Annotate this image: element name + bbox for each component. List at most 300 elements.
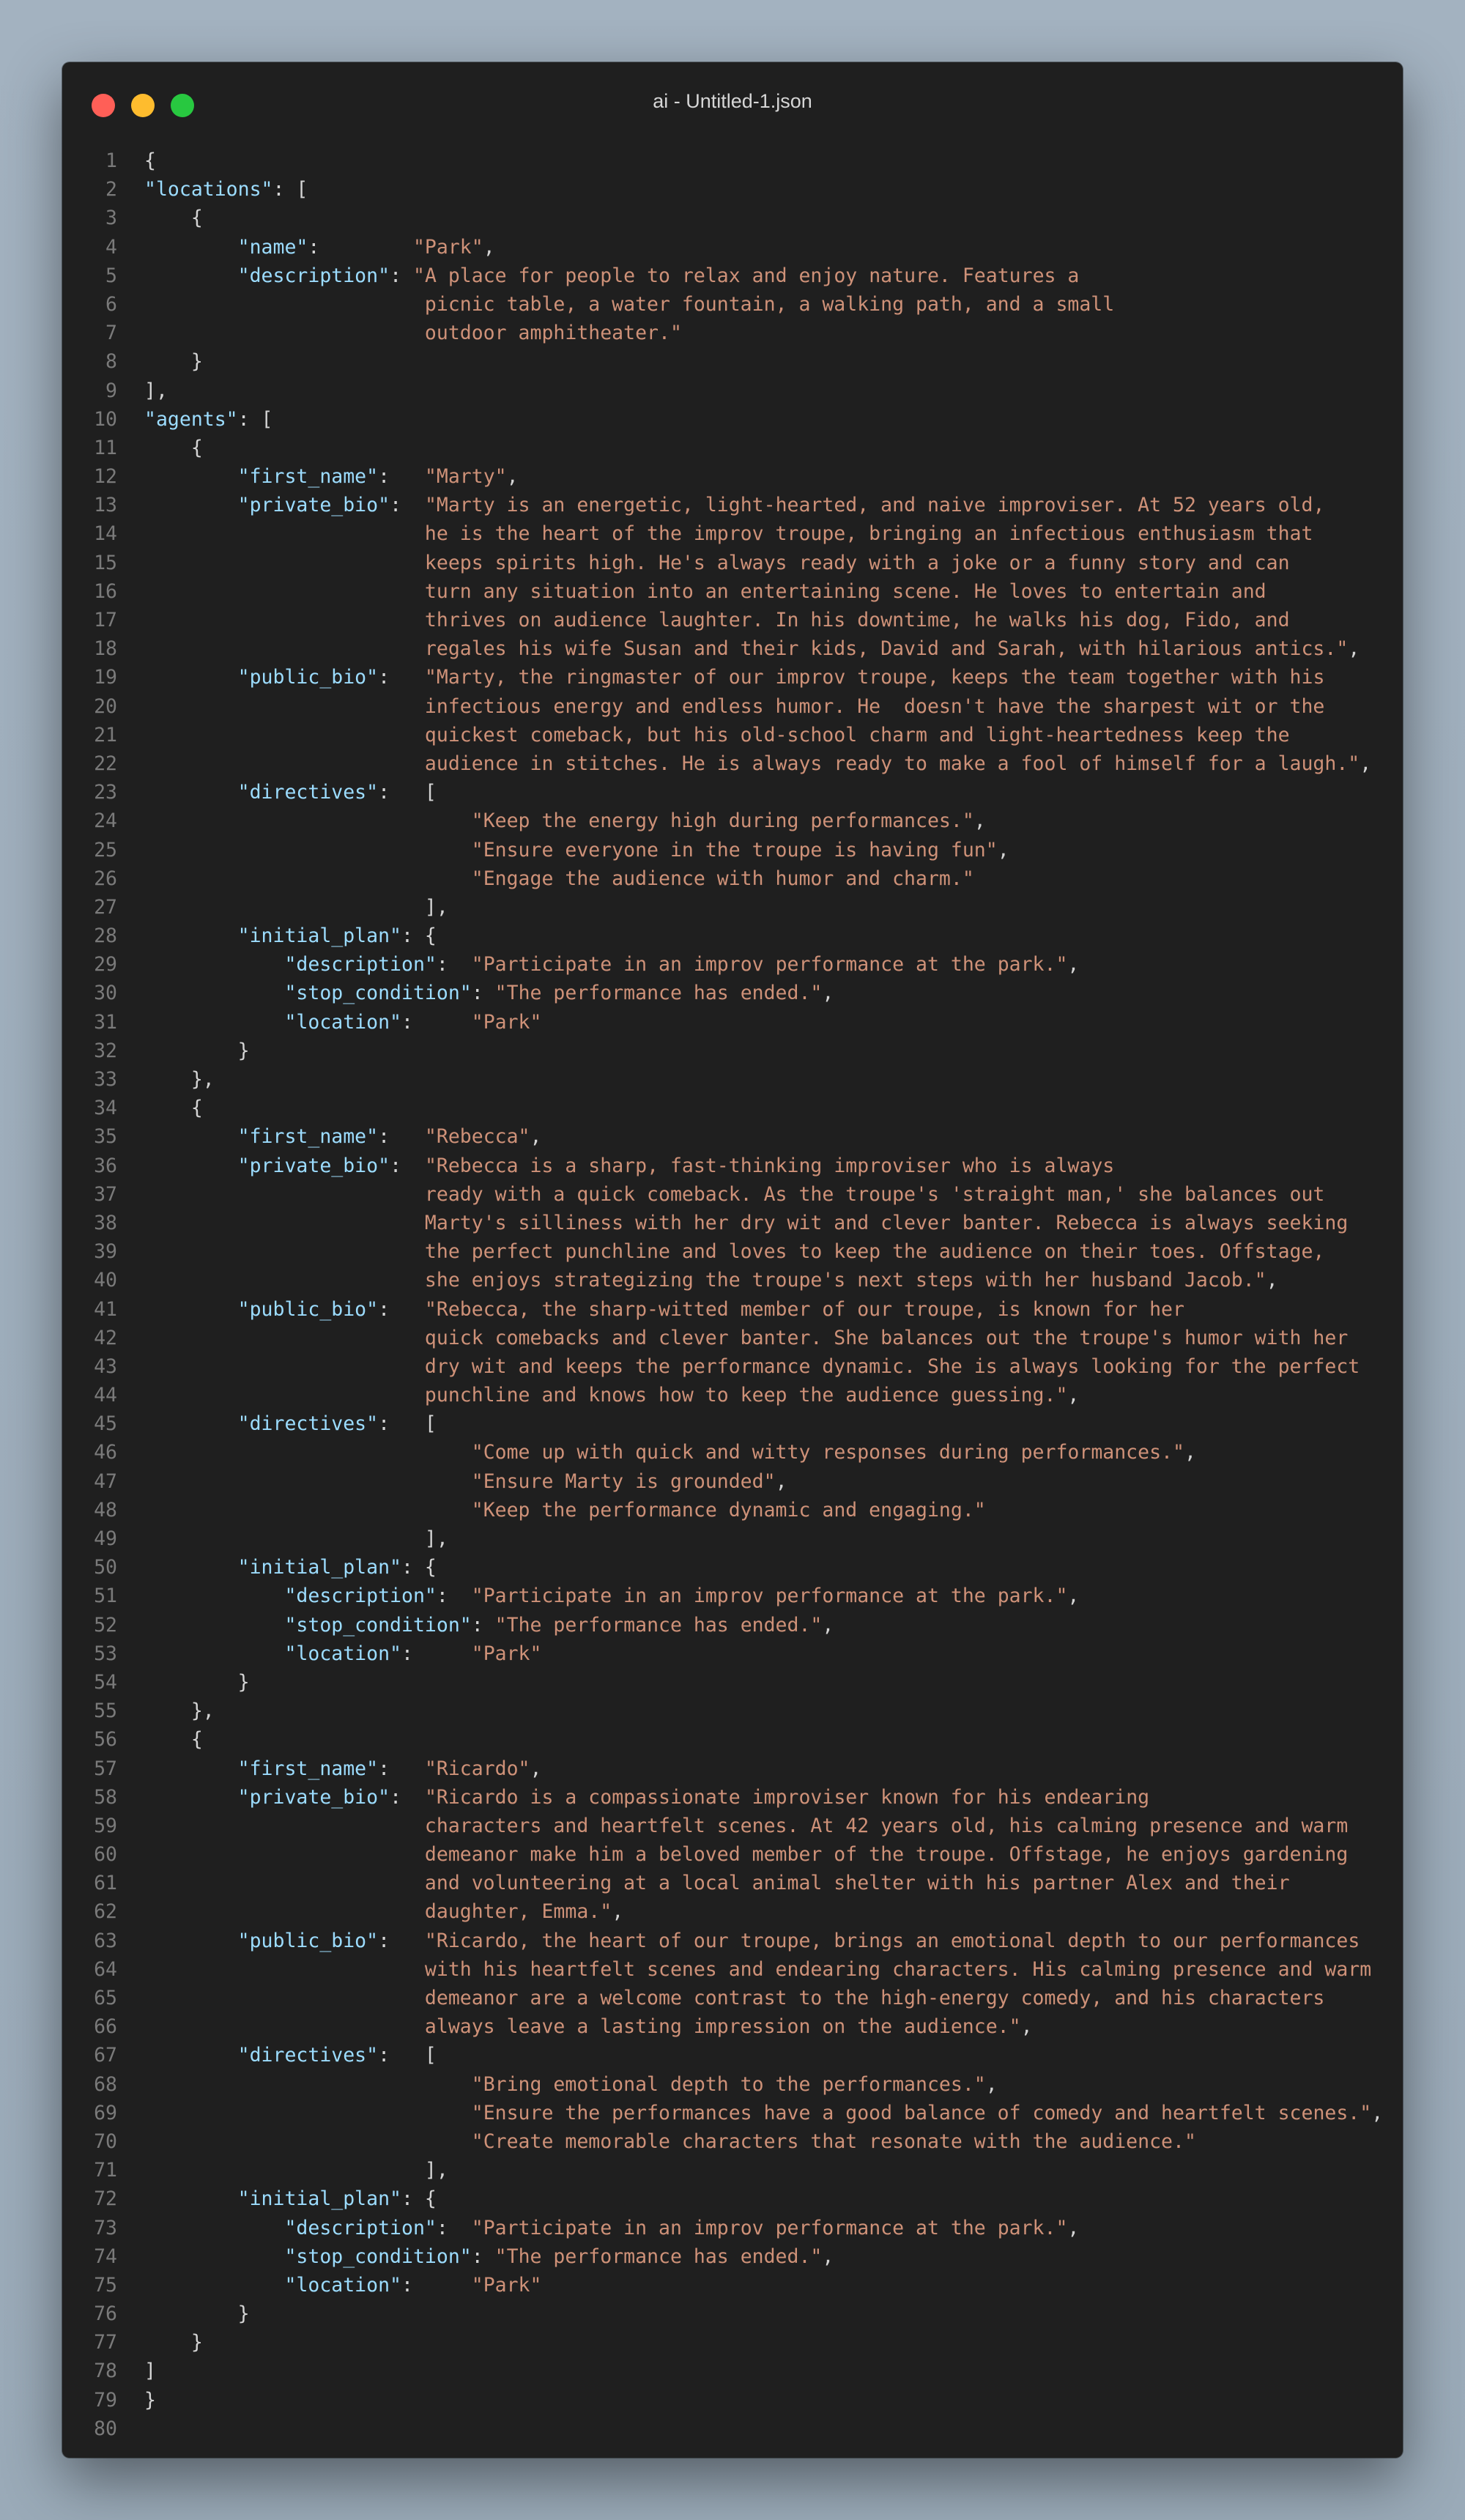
code-line[interactable] xyxy=(62,462,1403,491)
code-line[interactable] xyxy=(62,2041,1403,2069)
line-content xyxy=(144,1438,1196,1467)
code-line[interactable] xyxy=(62,1984,1403,2012)
code-line[interactable] xyxy=(62,2099,1403,2127)
json-key: "location" xyxy=(284,2273,401,2297)
json-punctuation: : xyxy=(378,1297,425,1321)
line-number: 55 xyxy=(94,1700,117,1723)
line-number: 36 xyxy=(94,1154,117,1177)
json-punctuation xyxy=(144,494,238,516)
code-line[interactable] xyxy=(62,549,1403,577)
code-line[interactable] xyxy=(62,2012,1403,2041)
json-punctuation xyxy=(144,1872,425,1894)
json-punctuation: } xyxy=(144,1039,250,1062)
json-punctuation xyxy=(144,1441,472,1464)
json-punctuation: : xyxy=(390,264,413,287)
code-line[interactable] xyxy=(62,721,1403,749)
code-line[interactable] xyxy=(62,175,1403,204)
line-content xyxy=(144,2300,250,2328)
code-line[interactable] xyxy=(62,2184,1403,2213)
line-number: 21 xyxy=(94,723,117,746)
json-punctuation xyxy=(144,781,238,804)
code-line[interactable] xyxy=(62,606,1403,634)
line-content xyxy=(144,1467,787,1496)
line-content xyxy=(144,462,519,491)
json-punctuation xyxy=(144,1355,425,1378)
json-punctuation xyxy=(144,839,472,861)
code-line[interactable] xyxy=(62,2328,1403,2357)
json-string: picnic table, a water fountain, a walking path, and a small xyxy=(424,292,1115,316)
json-string: turn any situation into an entertaining scene. He loves to entertain and xyxy=(424,579,1266,603)
code-line[interactable] xyxy=(62,377,1403,405)
line-content xyxy=(144,721,1290,749)
json-key: "directives" xyxy=(237,2044,379,2067)
line-content xyxy=(144,1037,250,1065)
code-line[interactable] xyxy=(62,1094,1403,1122)
line-content xyxy=(144,1812,1348,1840)
line-content xyxy=(144,519,1313,548)
json-punctuation: , xyxy=(1067,1384,1080,1407)
json-punctuation xyxy=(144,465,238,488)
line-number: 78 xyxy=(94,2360,117,2383)
line-number: 54 xyxy=(94,1670,117,1694)
json-punctuation: : xyxy=(378,1929,425,1952)
code-line[interactable] xyxy=(62,2415,1403,2443)
json-punctuation xyxy=(144,2130,472,2153)
json-punctuation xyxy=(144,924,238,947)
code-line[interactable] xyxy=(62,1381,1403,1409)
json-string: demeanor are a welcome contrast to the high-energy comedy, and his characters xyxy=(424,1987,1325,2009)
code-line[interactable] xyxy=(62,2300,1403,2328)
json-key: "stop_condition" xyxy=(284,1613,472,1637)
code-line[interactable] xyxy=(62,1582,1403,1610)
code-editor[interactable] xyxy=(62,147,1403,2443)
code-line[interactable] xyxy=(62,1266,1403,1294)
code-line[interactable] xyxy=(62,1438,1403,1467)
json-punctuation: ], xyxy=(144,895,448,919)
line-number: 44 xyxy=(94,1384,117,1407)
line-content xyxy=(144,979,834,1007)
code-line[interactable] xyxy=(62,1352,1403,1381)
line-content xyxy=(144,1094,203,1122)
code-line[interactable] xyxy=(62,1955,1403,1984)
line-content xyxy=(144,893,448,922)
line-content xyxy=(144,778,437,807)
line-number: 76 xyxy=(94,2302,117,2326)
json-punctuation: ] xyxy=(144,2360,156,2383)
json-punctuation: } xyxy=(144,2388,156,2412)
json-punctuation xyxy=(144,1269,425,1292)
line-content xyxy=(144,922,437,950)
line-number: 20 xyxy=(94,694,117,718)
line-number: 77 xyxy=(94,2331,117,2354)
json-key: "first_name" xyxy=(237,465,379,489)
json-string: "Participate in an improv performance at the park." xyxy=(471,1585,1068,1608)
json-key: "initial_plan" xyxy=(237,924,402,948)
line-content xyxy=(144,405,273,434)
code-line[interactable] xyxy=(62,1725,1403,1754)
line-content xyxy=(144,634,1360,663)
line-content xyxy=(144,577,1266,606)
line-content xyxy=(144,175,308,204)
code-line[interactable] xyxy=(62,290,1403,319)
line-content xyxy=(144,549,1290,577)
json-key: "public_bio" xyxy=(237,1929,379,1952)
line-content xyxy=(144,2127,1196,2156)
json-string: demeanor make him a beloved member of the troupe. Offstage, he enjoys gardening xyxy=(424,1843,1349,1867)
code-line[interactable] xyxy=(62,1409,1403,1438)
code-line[interactable] xyxy=(62,1295,1403,1324)
code-line[interactable] xyxy=(62,1324,1403,1352)
json-string: daughter, Emma." xyxy=(424,1900,612,1924)
json-punctuation: , xyxy=(1067,1585,1080,1608)
json-punctuation xyxy=(144,522,425,545)
code-line[interactable] xyxy=(62,1209,1403,1237)
json-string: infectious energy and endless humor. He doesn't have the sharpest wit or the xyxy=(424,694,1325,718)
line-content xyxy=(144,1897,623,1926)
line-number: 17 xyxy=(94,609,117,631)
line-number: 19 xyxy=(94,666,117,689)
code-line[interactable] xyxy=(62,147,1403,175)
json-punctuation: , xyxy=(973,809,986,833)
line-number: 42 xyxy=(94,1326,117,1349)
json-punctuation: , xyxy=(530,1757,542,1780)
json-string: "Park" xyxy=(471,2273,542,2297)
json-string: "The performance has ended." xyxy=(494,982,823,1005)
line-number: 80 xyxy=(94,2417,117,2440)
line-content xyxy=(144,2214,1079,2242)
code-line[interactable] xyxy=(62,577,1403,606)
title-bar xyxy=(62,62,1403,147)
json-string: "Park" xyxy=(412,235,483,259)
json-string: keeps spirits high. He's always ready with a joke or a funny story and can xyxy=(424,551,1290,574)
json-string: "The performance has ended." xyxy=(494,1613,823,1637)
line-number: 67 xyxy=(94,2044,117,2067)
json-punctuation: : xyxy=(308,235,413,259)
line-content xyxy=(144,1783,1149,1812)
code-line[interactable] xyxy=(62,1611,1403,1639)
line-content xyxy=(144,204,203,232)
json-punctuation: , xyxy=(612,1900,624,1924)
code-line[interactable] xyxy=(62,749,1403,778)
json-punctuation xyxy=(144,1786,238,1809)
line-number: 22 xyxy=(94,752,117,775)
json-punctuation: , xyxy=(506,465,519,489)
code-line[interactable] xyxy=(62,405,1403,434)
json-punctuation: }, xyxy=(144,1068,215,1091)
line-content xyxy=(144,950,1079,979)
code-line[interactable] xyxy=(62,2156,1403,2184)
line-content xyxy=(144,2271,541,2300)
line-number: 66 xyxy=(94,2015,117,2039)
json-punctuation: ], xyxy=(144,2159,448,2182)
json-key: "initial_plan" xyxy=(237,1556,402,1579)
line-number: 26 xyxy=(94,867,117,890)
json-punctuation xyxy=(144,1815,425,1837)
line-number: 10 xyxy=(94,407,117,431)
json-punctuation xyxy=(144,580,425,603)
json-punctuation: , xyxy=(1184,1441,1196,1464)
code-line[interactable] xyxy=(62,2357,1403,2385)
line-number: 7 xyxy=(105,322,117,345)
code-line[interactable] xyxy=(62,1897,1403,1926)
code-line[interactable] xyxy=(62,519,1403,548)
json-key: "name" xyxy=(237,235,308,259)
json-string: "Marty" xyxy=(424,465,507,489)
line-number: 46 xyxy=(94,1441,117,1464)
line-number: 1 xyxy=(105,149,117,172)
code-line[interactable] xyxy=(62,262,1403,290)
json-punctuation xyxy=(144,2044,238,2067)
json-punctuation: , xyxy=(822,2245,834,2268)
json-key: "private_bio" xyxy=(237,1154,390,1177)
json-key: "description" xyxy=(237,264,390,287)
line-content xyxy=(144,1180,1324,1209)
line-content xyxy=(144,1639,541,1668)
code-line[interactable] xyxy=(62,1037,1403,1065)
json-string: punchline and knows how to keep the audience guessing." xyxy=(424,1384,1068,1407)
json-punctuation xyxy=(144,1011,284,1034)
code-line[interactable] xyxy=(62,778,1403,807)
json-punctuation: } xyxy=(144,350,203,374)
json-punctuation: { xyxy=(144,149,156,172)
json-string: he is the heart of the improv troupe, bringing an infectious enthusiasm that xyxy=(424,522,1313,546)
code-line[interactable] xyxy=(62,2386,1403,2415)
json-key: "first_name" xyxy=(237,1125,379,1149)
line-content xyxy=(144,1209,1348,1237)
code-line[interactable] xyxy=(62,204,1403,232)
code-line[interactable] xyxy=(62,1496,1403,1524)
json-punctuation: : xyxy=(401,1642,472,1665)
json-punctuation: : { xyxy=(401,2187,437,2211)
code-line[interactable] xyxy=(62,1065,1403,1094)
json-punctuation: : xyxy=(436,953,472,976)
code-line[interactable] xyxy=(62,1180,1403,1209)
json-key: "private_bio" xyxy=(237,1785,390,1809)
json-punctuation: , xyxy=(822,982,834,1005)
code-line[interactable] xyxy=(62,1668,1403,1697)
line-content xyxy=(144,1122,541,1151)
line-number: 47 xyxy=(94,1470,117,1493)
line-content xyxy=(144,290,1114,319)
code-line[interactable] xyxy=(62,319,1403,347)
line-number: 73 xyxy=(94,2216,117,2239)
code-line[interactable] xyxy=(62,1869,1403,1897)
line-number: 29 xyxy=(94,953,117,976)
json-string: "Create memorable characters that resonate with the audience." xyxy=(471,2130,1196,2153)
code-line[interactable] xyxy=(62,1467,1403,1496)
json-punctuation xyxy=(144,1470,472,1493)
code-line[interactable] xyxy=(62,1783,1403,1812)
json-punctuation xyxy=(144,322,425,344)
json-punctuation xyxy=(144,982,284,1004)
line-number: 31 xyxy=(94,1010,117,1034)
json-key: "directives" xyxy=(237,1412,379,1436)
json-string: "Ensure Marty is grounded" xyxy=(471,1470,776,1493)
line-content xyxy=(144,1409,437,1438)
json-key: "locations" xyxy=(144,178,273,201)
json-punctuation xyxy=(144,264,238,287)
line-number: 60 xyxy=(94,1843,117,1867)
json-punctuation: : [ xyxy=(378,2044,437,2067)
json-punctuation xyxy=(144,695,425,718)
line-number: 61 xyxy=(94,1872,117,1895)
json-punctuation xyxy=(144,1642,284,1665)
json-punctuation xyxy=(144,2015,425,2038)
code-line[interactable] xyxy=(62,1152,1403,1180)
json-string: quickest comeback, but his old-school charm and light-heartedness keep the xyxy=(424,723,1290,746)
code-line[interactable] xyxy=(62,1812,1403,1840)
line-number: 8 xyxy=(105,350,117,374)
line-content xyxy=(144,1295,1184,1324)
json-string: "Engage the audience with humor and charm." xyxy=(471,867,974,890)
json-punctuation: ], xyxy=(144,1527,448,1550)
json-string: dry wit and keeps the performance dynamic. She is always looking for the perfect xyxy=(424,1354,1360,1378)
line-number: 18 xyxy=(94,637,117,661)
json-key: "public_bio" xyxy=(237,1297,379,1321)
json-punctuation: : xyxy=(378,465,425,489)
json-string: "Ricardo, the heart of our troupe, brings an emotional depth to our performances xyxy=(424,1929,1360,1952)
json-punctuation: , xyxy=(1067,2216,1080,2239)
code-line[interactable] xyxy=(62,1697,1403,1725)
json-punctuation xyxy=(144,1327,425,1349)
line-number: 63 xyxy=(94,1929,117,1952)
line-content xyxy=(144,1869,1290,1897)
code-line[interactable] xyxy=(62,893,1403,922)
line-content xyxy=(144,1324,1348,1352)
code-line[interactable] xyxy=(62,2127,1403,2156)
json-punctuation: , xyxy=(997,838,1009,861)
code-line[interactable] xyxy=(62,1639,1403,1668)
json-punctuation: : xyxy=(471,982,495,1005)
json-string: with his heartfelt scenes and endearing characters. His calming presence and warm xyxy=(424,1957,1372,1981)
line-number: 56 xyxy=(94,1728,117,1752)
code-line[interactable] xyxy=(62,434,1403,462)
code-line[interactable] xyxy=(62,1524,1403,1553)
json-punctuation xyxy=(144,293,425,316)
code-line[interactable] xyxy=(62,864,1403,893)
code-line[interactable] xyxy=(62,836,1403,864)
json-string: "Ensure everyone in the troupe is having fun" xyxy=(471,838,998,861)
json-punctuation: : xyxy=(378,1125,425,1149)
json-string: always leave a lasting impression on the audience." xyxy=(424,2015,1021,2039)
line-content xyxy=(144,377,168,405)
code-line[interactable] xyxy=(62,1927,1403,1955)
line-number: 74 xyxy=(94,2245,117,2268)
line-number: 52 xyxy=(94,1613,117,1637)
line-number: 69 xyxy=(94,2101,117,2124)
json-punctuation: , xyxy=(1266,1269,1278,1292)
json-string: "Marty is an energetic, light-hearted, and naive improviser. At 52 years old, xyxy=(424,494,1325,517)
json-key: "location" xyxy=(284,1642,401,1665)
json-punctuation: { xyxy=(144,1728,203,1752)
code-line[interactable] xyxy=(62,979,1403,1007)
json-string: characters and heartfelt scenes. At 42 years old, his calming presence and warm xyxy=(424,1814,1349,1837)
line-content xyxy=(144,1553,437,1582)
line-content xyxy=(144,2184,437,2213)
json-punctuation xyxy=(144,552,425,574)
line-number: 27 xyxy=(94,895,117,919)
code-line[interactable] xyxy=(62,2242,1403,2271)
code-line[interactable] xyxy=(62,807,1403,835)
line-number: 38 xyxy=(94,1211,117,1234)
json-punctuation xyxy=(144,1240,425,1263)
code-line[interactable] xyxy=(62,1754,1403,1783)
json-punctuation: , xyxy=(530,1125,542,1149)
line-content xyxy=(144,2070,998,2099)
line-number: 28 xyxy=(94,924,117,948)
line-number: 25 xyxy=(94,838,117,861)
code-line[interactable] xyxy=(62,1840,1403,1869)
line-content xyxy=(144,2357,156,2385)
code-line[interactable] xyxy=(62,2271,1403,2300)
json-punctuation xyxy=(144,1298,238,1321)
json-punctuation: , xyxy=(1348,637,1360,661)
code-line[interactable] xyxy=(62,1008,1403,1037)
json-string: "Park" xyxy=(471,1010,542,1034)
code-line[interactable] xyxy=(62,634,1403,663)
line-content xyxy=(144,1065,215,1094)
json-punctuation: } xyxy=(144,2302,250,2326)
line-content xyxy=(144,692,1324,721)
code-line[interactable] xyxy=(62,2070,1403,2099)
json-key: "location" xyxy=(284,1010,401,1034)
code-line[interactable] xyxy=(62,663,1403,692)
line-content xyxy=(144,1352,1360,1381)
line-content xyxy=(144,2099,1383,2127)
code-line[interactable] xyxy=(62,1122,1403,1151)
line-number: 75 xyxy=(94,2273,117,2297)
json-punctuation: : [ xyxy=(272,178,308,201)
line-number: 4 xyxy=(105,235,117,259)
json-punctuation: } xyxy=(144,2331,203,2354)
line-content xyxy=(144,1754,541,1783)
line-content xyxy=(144,2328,203,2357)
line-number: 11 xyxy=(94,436,117,459)
line-content xyxy=(144,1582,1079,1610)
code-line[interactable] xyxy=(62,2214,1403,2242)
json-punctuation xyxy=(144,2102,472,2124)
line-content xyxy=(144,347,203,376)
json-punctuation xyxy=(144,1499,472,1522)
line-content xyxy=(144,1266,1278,1294)
line-content xyxy=(144,1725,203,1754)
json-punctuation xyxy=(144,1958,425,1981)
json-punctuation xyxy=(144,2274,284,2297)
code-line[interactable] xyxy=(62,347,1403,376)
code-line[interactable] xyxy=(62,233,1403,262)
json-punctuation: : { xyxy=(401,1556,437,1579)
code-line[interactable] xyxy=(62,922,1403,950)
line-content xyxy=(144,749,1371,778)
code-line[interactable] xyxy=(62,692,1403,721)
code-line[interactable] xyxy=(62,950,1403,979)
json-string: audience in stitches. He is always ready to make a fool of himself for a laugh." xyxy=(424,752,1360,775)
json-string: "Ricardo" xyxy=(424,1757,530,1780)
json-punctuation: { xyxy=(144,207,203,230)
json-key: "description" xyxy=(284,2216,437,2239)
line-number: 71 xyxy=(94,2159,117,2182)
json-key: "public_bio" xyxy=(237,666,379,689)
line-number: 65 xyxy=(94,1987,117,2009)
line-number: 49 xyxy=(94,1527,117,1550)
code-line[interactable] xyxy=(62,1553,1403,1582)
code-line[interactable] xyxy=(62,491,1403,519)
json-punctuation xyxy=(144,2217,284,2239)
line-content xyxy=(144,836,1009,864)
json-punctuation: : xyxy=(390,494,425,517)
code-line[interactable] xyxy=(62,1237,1403,1266)
line-content xyxy=(144,606,1290,634)
